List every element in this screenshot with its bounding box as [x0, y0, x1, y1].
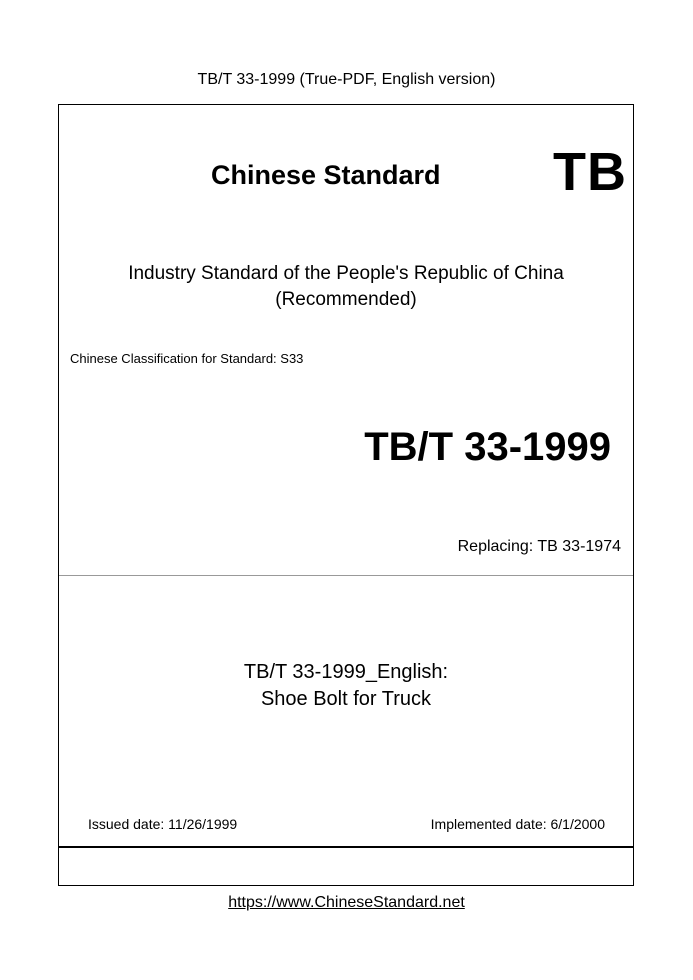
website-link[interactable]: https://www.ChineseStandard.net	[228, 894, 465, 911]
cover-middle-section	[59, 576, 633, 848]
standard-title: Chinese Standard	[211, 160, 441, 190]
classification-label: Chinese Classification for Standard: S33	[70, 351, 304, 366]
recommended-line: (Recommended)	[275, 289, 417, 310]
standard-code: TB	[553, 142, 627, 202]
document-name-title: Shoe Bolt for Truck	[260, 688, 432, 710]
replacing-note: Replacing: TB 33-1974	[457, 538, 621, 555]
footer	[0, 894, 693, 912]
page-header: TB/T 33-1999 (True-PDF, English version)	[197, 71, 496, 88]
document-name-code: TB/T 33-1999_English:	[243, 661, 449, 683]
document-name	[59, 659, 633, 713]
document-number: TB/T 33-1999	[364, 425, 611, 469]
industry-line: Industry Standard of the People's Republic of China	[128, 263, 564, 284]
cover-bottom-section	[59, 848, 633, 885]
issued-date: Issued date: 11/26/1999	[88, 816, 238, 832]
implemented-date: Implemented date: 6/1/2000	[430, 816, 605, 832]
cover-top-section	[59, 105, 633, 576]
industry-standard-heading	[59, 261, 633, 313]
cover-frame	[58, 104, 634, 886]
